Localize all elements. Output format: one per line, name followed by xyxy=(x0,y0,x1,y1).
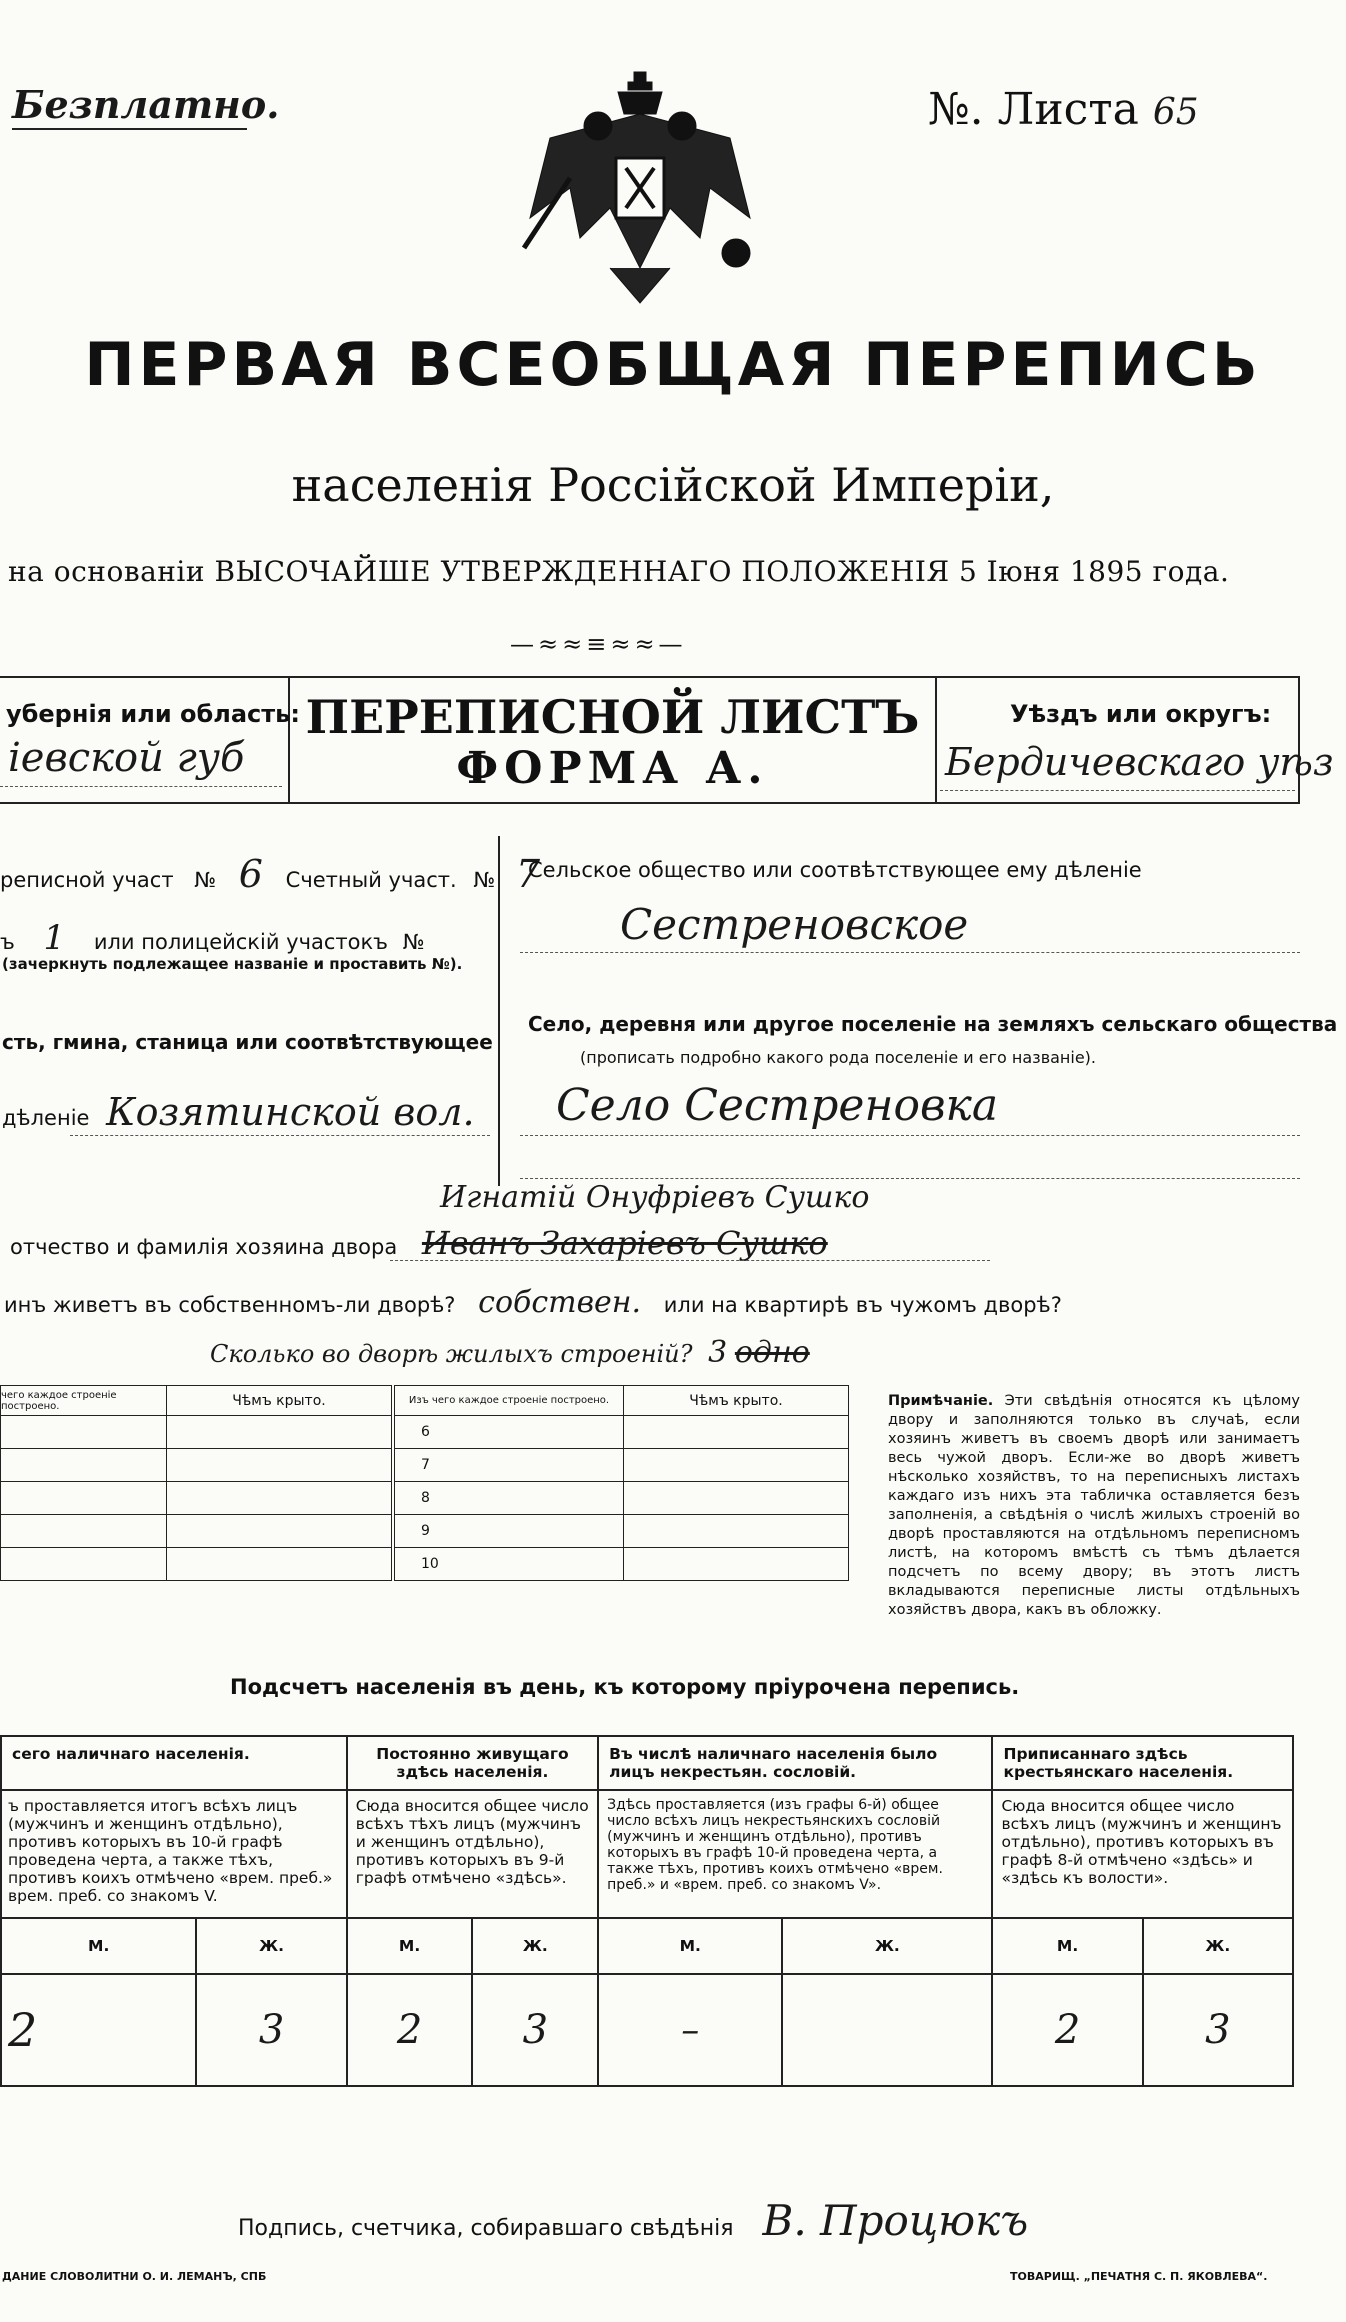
roof-header-right: Чѣмъ крыто. xyxy=(624,1386,849,1416)
signature-label: Подпись, счетчика, собиравшаго свѣдѣнія xyxy=(238,2216,734,2241)
table-cell xyxy=(167,1482,392,1515)
count-col4-head: Приписаннаго здѣсь крестьянскаго населенія. xyxy=(992,1736,1293,1790)
table-cell xyxy=(1,1515,167,1548)
count-col4-m-value: 2 xyxy=(992,1974,1142,2086)
free-underline xyxy=(12,128,247,130)
volost-label: сть, гмина, станица или соотвѣтствующее xyxy=(2,1030,493,1054)
count-col4-f-value: 3 xyxy=(1143,1974,1293,2086)
form-box-divider-left xyxy=(288,676,290,804)
form-box-divider-right xyxy=(935,676,937,804)
census-basis: на основаніи ВЫСОЧАЙШЕ УТВЕРЖДЕННАГО ПОЛОЖЕНІЯ 5 Іюня 1895 года. xyxy=(8,555,1230,588)
division-label: дѣленіе xyxy=(2,1106,90,1130)
precinct-no-label: № xyxy=(194,868,217,892)
province-value: іевской губ xyxy=(8,735,245,781)
count-col1-m-value: 2 xyxy=(1,1974,196,2086)
count-col2-m-value: 2 xyxy=(347,1974,473,2086)
table-cell xyxy=(1,1416,167,1449)
count-table xyxy=(0,1735,1294,2087)
table-cell xyxy=(624,1449,849,1482)
society-value-line xyxy=(520,952,1300,953)
count-col3-m-value: – xyxy=(598,1974,782,2086)
table-cell xyxy=(167,1548,392,1581)
count-col1-head: сего наличнаго населенія. xyxy=(1,1736,347,1790)
signature-row xyxy=(238,2196,1028,2245)
count-col4-f-label: Ж. xyxy=(1143,1918,1293,1974)
note-block xyxy=(888,1392,1300,1620)
owner-value: Иванъ Захаріевъ Сушко xyxy=(421,1224,828,1262)
buildings-value: 3 xyxy=(708,1335,728,1370)
table-cell xyxy=(167,1515,392,1548)
count-col2-m-label: М. xyxy=(347,1918,473,1974)
form-box-top-line xyxy=(0,676,1300,678)
province-value-line xyxy=(0,786,282,787)
count-col3-m-label: М. xyxy=(598,1918,782,1974)
table-cell xyxy=(624,1416,849,1449)
note-text: Эти свѣдѣнія относятся къ цѣлому двору и заполняются только въ случаѣ, если хозяинъ живетъ въ своемъ дворѣ или занимаетъ весь чужой дворъ. Если-же во дворѣ живетъ нѣсколько хозяйствъ, то на переписныхъ листахъ каждаго изъ нихъ эта табличка оставляется безъ заполненія, а свѣдѣнія о числѣ жилыхъ строеній во дворѣ проставляются на отдѣльномъ переписномъ листѣ, на которомъ вмѣстѣ съ тѣмъ дѣлается подсчетъ по всему двору; въ этотъ листъ вкладываются переписные листы отдѣльныхъ хозяйствъ двора, какъ въ обложку. xyxy=(888,1393,1300,1618)
count-col1-desc: ъ проставляется итогъ всѣхъ лицъ (мужчинъ и женщинъ отдѣльно), противъ которыхъ въ 10-й графѣ проведена черта, а также тѣхъ, противъ коихъ отмѣчено «врем. преб.» врем. преб. со знакомъ V. xyxy=(1,1790,347,1918)
buildings-label: Сколько во дворѣ жилыхъ строеній? xyxy=(210,1340,693,1368)
village-value-line xyxy=(520,1135,1300,1136)
count-col1-f-value: 3 xyxy=(196,1974,346,2086)
buildings-row xyxy=(210,1335,810,1370)
buildings-crossed-value: одно xyxy=(734,1335,810,1370)
table-cell xyxy=(167,1449,392,1482)
form-name: ПЕРЕПИСНОЙ ЛИСТЪ xyxy=(305,690,920,744)
province-label: убернія или область: xyxy=(6,700,300,728)
district-label: Уѣздъ или округъ: xyxy=(1010,700,1272,728)
material-header-left: чего каждое строеніе построено. xyxy=(1,1386,167,1416)
row-number: 7 xyxy=(395,1449,624,1482)
owner-label: отчество и фамилія хозяина двора xyxy=(10,1235,398,1259)
census-subtitle: населенія Россійской Имперіи, xyxy=(291,458,1055,512)
census-title: ПЕРВАЯ ВСЕОБЩАЯ ПЕРЕПИСЬ xyxy=(84,330,1262,400)
district-value-line xyxy=(940,790,1295,791)
village-value: Село Сестреновка xyxy=(556,1080,999,1131)
own-yard-label: инъ живетъ въ собственномъ-ли дворѣ? xyxy=(4,1293,456,1317)
coat-of-arms-icon xyxy=(510,68,770,308)
owner-value-line xyxy=(390,1260,990,1261)
village-note: (прописать подробно какого рода поселеніе и его названіе). xyxy=(580,1048,1096,1067)
count-title: Подсчетъ населенія въ день, къ которому пріурочена перепись. xyxy=(230,1675,1020,1699)
count-precinct-label: Счетный участ. xyxy=(285,868,457,892)
owner-row xyxy=(10,1224,828,1262)
station-row xyxy=(0,918,425,958)
police-station-no-label: № xyxy=(402,930,425,954)
buildings-table-right xyxy=(394,1385,849,1581)
row-number: 8 xyxy=(395,1482,624,1515)
rented-label: или на квартирѣ въ чужомъ дворѣ? xyxy=(663,1293,1062,1317)
form-type: ФОРМА А. xyxy=(456,743,769,794)
note-title: Примѣчаніе. xyxy=(888,1393,994,1409)
count-precinct-no-label: № xyxy=(473,868,496,892)
signature-value: В. Процюкъ xyxy=(762,2196,1029,2245)
table-cell xyxy=(624,1482,849,1515)
precinct-label: реписной участ xyxy=(0,868,174,892)
count-col2-head: Постоянно живущаго здѣсь населенія. xyxy=(347,1736,598,1790)
count-col2-f-value: 3 xyxy=(472,1974,598,2086)
printer-right: ТОВАРИЩ. „ПЕЧАТНЯ С. П. ЯКОВЛЕВА“. xyxy=(1010,2270,1268,2283)
precinct-row xyxy=(0,852,554,896)
police-station-label: или полицейскій участокъ xyxy=(93,930,389,954)
own-yard-value: собствен. xyxy=(478,1285,642,1320)
material-header-right: Изъ чего каждое строеніе построено. xyxy=(395,1386,624,1416)
count-col4-m-label: М. xyxy=(992,1918,1142,1974)
count-col3-f-label: Ж. xyxy=(782,1918,992,1974)
printer-left: ДАНИЕ СЛОВОЛИТНИ О. И. ЛЕМАНЪ, СПБ xyxy=(2,2270,267,2283)
table-cell xyxy=(167,1416,392,1449)
table-cell xyxy=(1,1482,167,1515)
station-prefix: ъ xyxy=(0,930,15,954)
row-number: 10 xyxy=(395,1548,624,1581)
count-col1-f-label: Ж. xyxy=(196,1918,346,1974)
society-value: Сестреновское xyxy=(620,900,969,949)
free-label: Безплатно. xyxy=(12,82,280,127)
sheet-number-label: №. Листа xyxy=(928,84,1139,135)
village-label: Село, деревня или другое поселеніе на земляхъ сельскаго общества xyxy=(528,1012,1338,1036)
table-cell xyxy=(624,1515,849,1548)
table-cell xyxy=(624,1548,849,1581)
division-value: Козятинской вол. xyxy=(106,1090,475,1134)
roof-header-left: Чѣмъ крыто. xyxy=(167,1386,392,1416)
station-note: (зачеркнуть подлежащее названіе и проставить №). xyxy=(2,955,463,973)
district-value: Бердичевскаго уѣз xyxy=(945,740,1334,784)
row-number: 6 xyxy=(395,1416,624,1449)
society-label: Сельское общество или соотвѣтствующее ему дѣленіе xyxy=(528,858,1142,882)
count-col3-head: Въ числѣ наличнаго населенія было лицъ некрестьян. сословій. xyxy=(598,1736,992,1790)
row-number: 9 xyxy=(395,1515,624,1548)
form-box-bottom-line xyxy=(0,802,1300,804)
village-extra-line xyxy=(520,1178,1300,1179)
count-col2-f-label: Ж. xyxy=(472,1918,598,1974)
count-col4-desc: Сюда вносится общее число всѣхъ лицъ (мужчинъ и женщинъ отдѣльно), противъ которыхъ въ графѣ 8-й отмѣчено «здѣсь» и «здѣсь къ волости». xyxy=(992,1790,1293,1918)
volost-row xyxy=(2,1090,475,1134)
table-cell xyxy=(1,1449,167,1482)
owner-correction: Игнатій Онуфріевъ Сушко xyxy=(440,1180,870,1215)
sheet-number xyxy=(928,84,1199,135)
station-value: 1 xyxy=(43,918,66,958)
division-value-line xyxy=(70,1135,490,1136)
count-col2-desc: Сюда вносится общее число всѣхъ тѣхъ лицъ (мужчинъ и женщинъ отдѣльно), противъ которыхъ въ 9-й графѣ отмѣчено «здѣсь». xyxy=(347,1790,598,1918)
count-col1-m-label: М. xyxy=(1,1918,196,1974)
count-precinct-no-value: 7 xyxy=(515,852,541,896)
precinct-no-value: 6 xyxy=(238,852,263,896)
count-col3-desc: Здѣсь проставляется (изъ графы 6-й) общее число всѣхъ лицъ некрестьянскихъ сословій (мужчинъ и женщинъ отдѣльно), противъ которыхъ въ графѣ 10-й проведена черта, а также тѣхъ, противъ коихъ отмѣчено «врем. преб.» и «врем. преб. со знакомъ V». xyxy=(598,1790,992,1918)
sheet-number-value: 65 xyxy=(1152,92,1199,133)
ornament-divider: —≈≈≡≈≈— xyxy=(510,630,687,658)
buildings-table-left xyxy=(0,1385,392,1581)
table-cell xyxy=(1,1548,167,1581)
residence-row xyxy=(4,1285,1062,1320)
count-col3-f-value xyxy=(782,1974,992,2086)
